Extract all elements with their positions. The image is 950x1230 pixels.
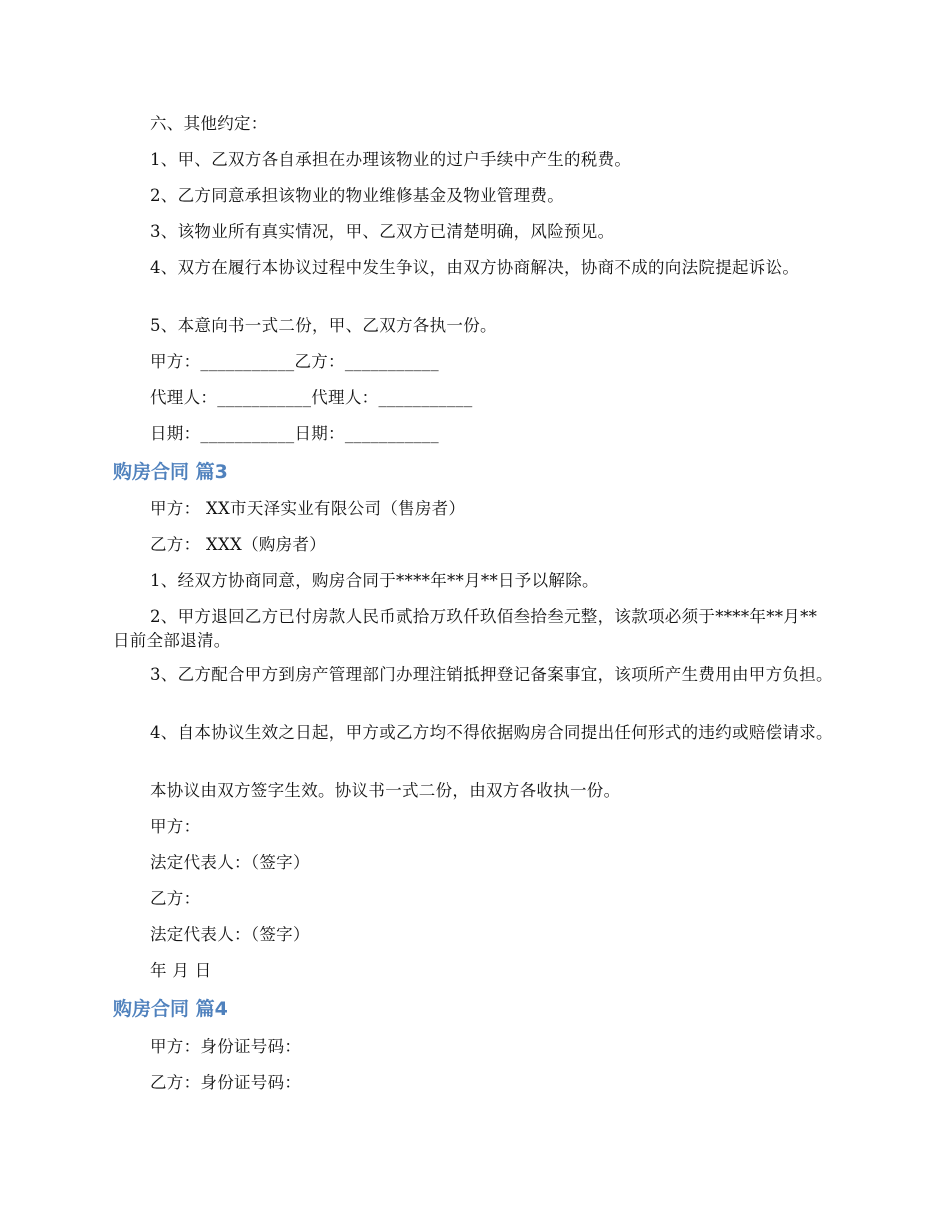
party-a-sign: 甲方：	[150, 817, 201, 836]
section-heading-4: 购房合同 篇4	[113, 998, 228, 1020]
paragraph-term-2: 2、乙方同意承担该物业的物业维修基金及物业管理费。	[150, 186, 564, 205]
date-line: 年 月 日	[150, 961, 212, 980]
signature-agent-line: 代理人：___________代理人：___________	[150, 388, 473, 407]
clause-1: 1、经双方协商同意，购房合同于****年**月**日予以解除。	[150, 571, 599, 590]
signature-party-line: 甲方：___________乙方：___________	[150, 352, 439, 371]
effective-statement: 本协议由双方签字生效。协议书一式二份，由双方各收执一份。	[150, 781, 621, 800]
paragraph-term-4: 4、双方在履行本协议过程中发生争议，由双方协商解决，协商不成的向法院提起诉讼。	[150, 258, 800, 277]
party-b-line: 乙方： XXX（购房者）	[150, 535, 327, 554]
paragraph-term-1: 1、甲、乙双方各自承担在办理该物业的过户手续中产生的税费。	[150, 150, 632, 169]
party-b-id-line: 乙方：身份证号码：	[150, 1073, 302, 1092]
representative-b-sign: 法定代表人：（签字）	[150, 925, 310, 944]
party-a-id-line: 甲方：身份证号码：	[150, 1037, 302, 1056]
clause-4: 4、自本协议生效之日起，甲方或乙方均不得依据购房合同提出任何形式的违约或赔偿请求。	[150, 723, 833, 742]
representative-a-sign: 法定代表人：（签字）	[150, 853, 310, 872]
paragraph-term-3: 3、该物业所有真实情况，甲、乙双方已清楚明确，风险预见。	[150, 222, 615, 241]
signature-date-line: 日期：___________日期：___________	[150, 424, 439, 443]
party-a-line: 甲方： XX市天泽实业有限公司（售房者）	[150, 499, 466, 518]
section-heading-3: 购房合同 篇3	[113, 461, 228, 483]
party-b-sign: 乙方：	[150, 889, 201, 908]
paragraph-term-5: 5、本意向书一式二份，甲、乙双方各执一份。	[150, 316, 497, 335]
clause-2: 2、甲方退回乙方已付房款人民币贰拾万玖仟玖佰叁拾叁元整，该款项必须于****年**月**日前全部退清。	[113, 607, 818, 650]
paragraph-other-terms-title: 六、其他约定：	[150, 114, 268, 133]
clause-3: 3、乙方配合甲方到房产管理部门办理注销抵押登记备案事宜，该项所产生费用由甲方负担。	[150, 665, 833, 684]
